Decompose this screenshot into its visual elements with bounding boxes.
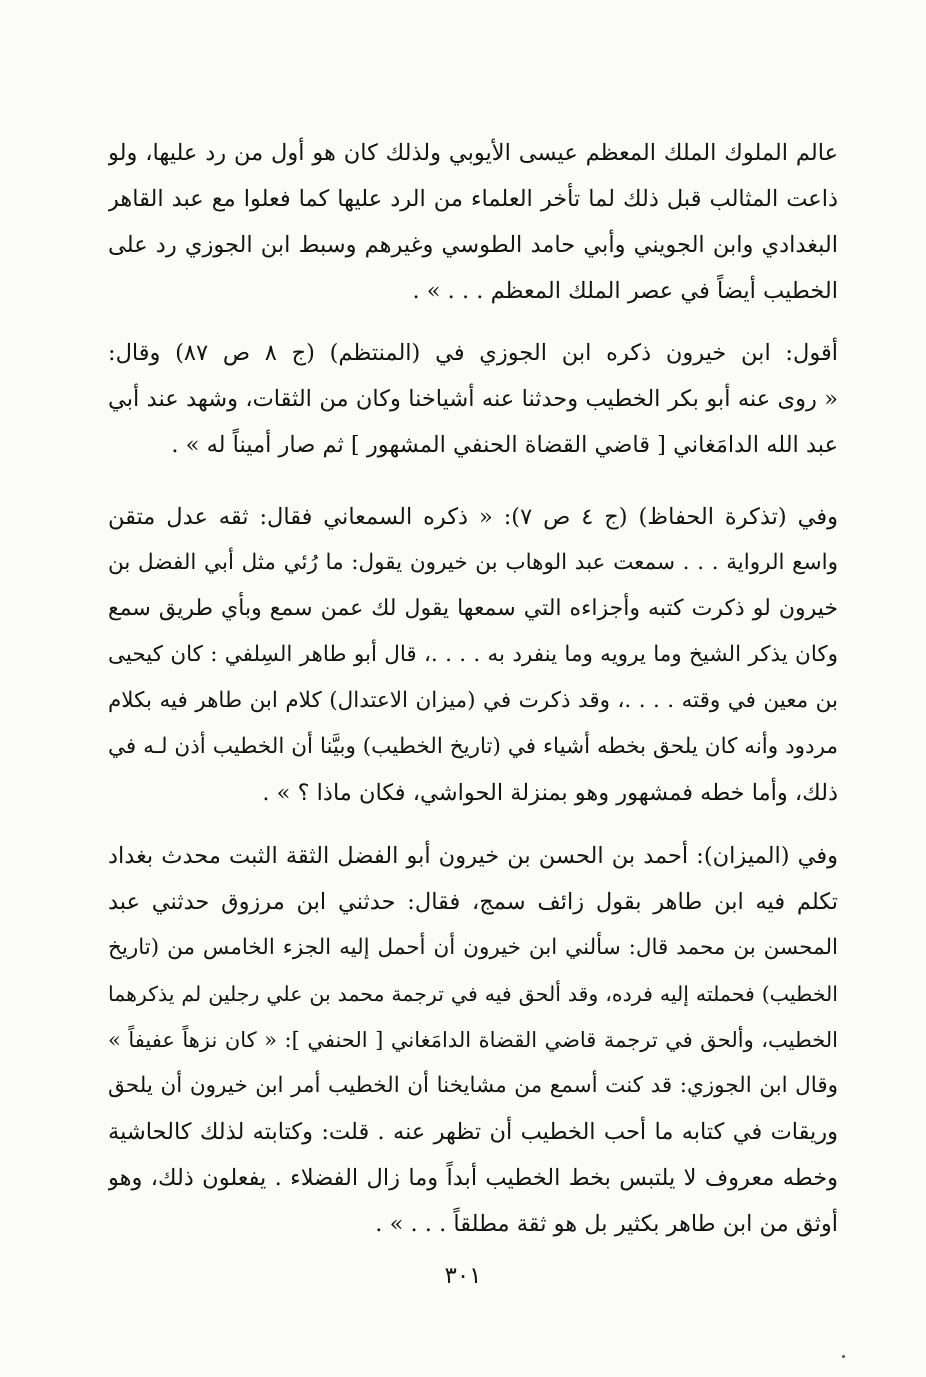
text-line: أقول: ابن خيرون ذكره ابن الجوزي في (المنتظم) (ج ٨ ص ٨٧) وقال: (108, 340, 838, 366)
scan-speck (842, 1355, 845, 1358)
text-line: خيرون لو ذكرت كتبه وأجزاءه التي سمعها يقول لك عمن سمع وبأي طريق سمع (108, 596, 838, 621)
paragraph-2 (108, 330, 838, 468)
text-line: ذلك، وأما خطه فمشهور وهو بمنزلة الحواشي، فكان ماذا ؟ » . (262, 780, 838, 806)
text-line: عبد الله الدامَغاني [ قاضي القضاة الحنفي المشهور ] ثم صار أميناً له » . (171, 432, 838, 458)
text-line: واسع الرواية . . . سمعت عبد الوهاب بن خيرون يقول: ما رُئي مثل أبي الفضل بن (108, 550, 838, 575)
paragraph-1 (108, 130, 838, 314)
text-line: مردود وأنه كان يلحق بخطه أشياء في (تاريخ الخطيب) وبيَّنا أن الخطيب أذن لـه في (108, 734, 838, 759)
text-line: تكلم فيه ابن طاهر بقول زائف سمج، فقال: حدثني ابن مرزوق حدثني عبد (108, 889, 838, 915)
text-line: وفي (تذكرة الحفاظ) (ج ٤ ص ٧): « ذكره السمعاني فقال: ثقه عدل متقن (108, 504, 838, 530)
text-line: الخطيب) فحملته إليه فرده، وقد ألحق فيه في ترجمة محمد بن علي رجلين لم يذكرهما (108, 982, 838, 1006)
paragraph-3 (108, 494, 838, 816)
text-line: « روى عنه أبو بكر الخطيب وحدثنا عنه أشياخنا وكان من الثقات، وشهد عند أبي (108, 386, 838, 412)
text-line: وكان يذكر الشيخ وما يرويه وما ينفرد به . . . .، قال أبو طاهر السِلفي : كان كيحيى (108, 642, 838, 667)
paragraph-4 (108, 833, 838, 1247)
text-line: ذاعت المثالب قبل ذلك لما تأخر العلماء من الرد عليها كما فعلوا مع عبد القاهر (108, 186, 838, 212)
text-line: أوثق من ابن طاهر بكثير بل هو ثقة مطلقاً . . . » . (375, 1211, 838, 1237)
text-line: وريقات في كتابه ما أحب الخطيب أن تظهر عنه . قلت: وكتابته لذلك كالحاشية (108, 1119, 838, 1145)
text-line: الخطيب أيضاً في عصر الملك المعظم . . . » . (412, 278, 838, 304)
text-line: وقال ابن الجوزي: قد كنت أسمع من مشايخنا أن الخطيب أمر ابن خيرون أن يلحق (108, 1073, 838, 1098)
text-line: وفي (الميزان): أحمد بن الحسن بن خيرون أبو الفضل الثقة الثبت محدث بغداد (108, 843, 838, 869)
text-line: الخطيب، وألحق في ترجمة قاضي القضاة الدامَغاني [ الحنفي ]: « كان نزهاً عفيفاً » (108, 1028, 838, 1052)
text-line: المحسن بن محمد قال: سألني ابن خيرون أن أحمل إليه الجزء الخامس من (تاريخ (108, 935, 838, 960)
text-line: بن معين في وقته . . . .، وقد ذكرت في (ميزان الاعتدال) كلام ابن طاهر فيه بكلام (108, 688, 838, 713)
page-number: ٣٠١ (444, 1263, 482, 1289)
text-line: عالم الملوك الملك المعظم عيسى الأيوبي ولذلك كان هو أول من رد عليها، ولو (108, 140, 838, 166)
text-line: البغدادي وابن الجويني وأبي حامد الطوسي وغيرهم وسبط ابن الجوزي رد على (108, 232, 838, 258)
text-line: وخطه معروف لا يلتبس بخط الخطيب أبداً وما زال الفضلاء . يفعلون ذلك، وهو (108, 1165, 838, 1191)
